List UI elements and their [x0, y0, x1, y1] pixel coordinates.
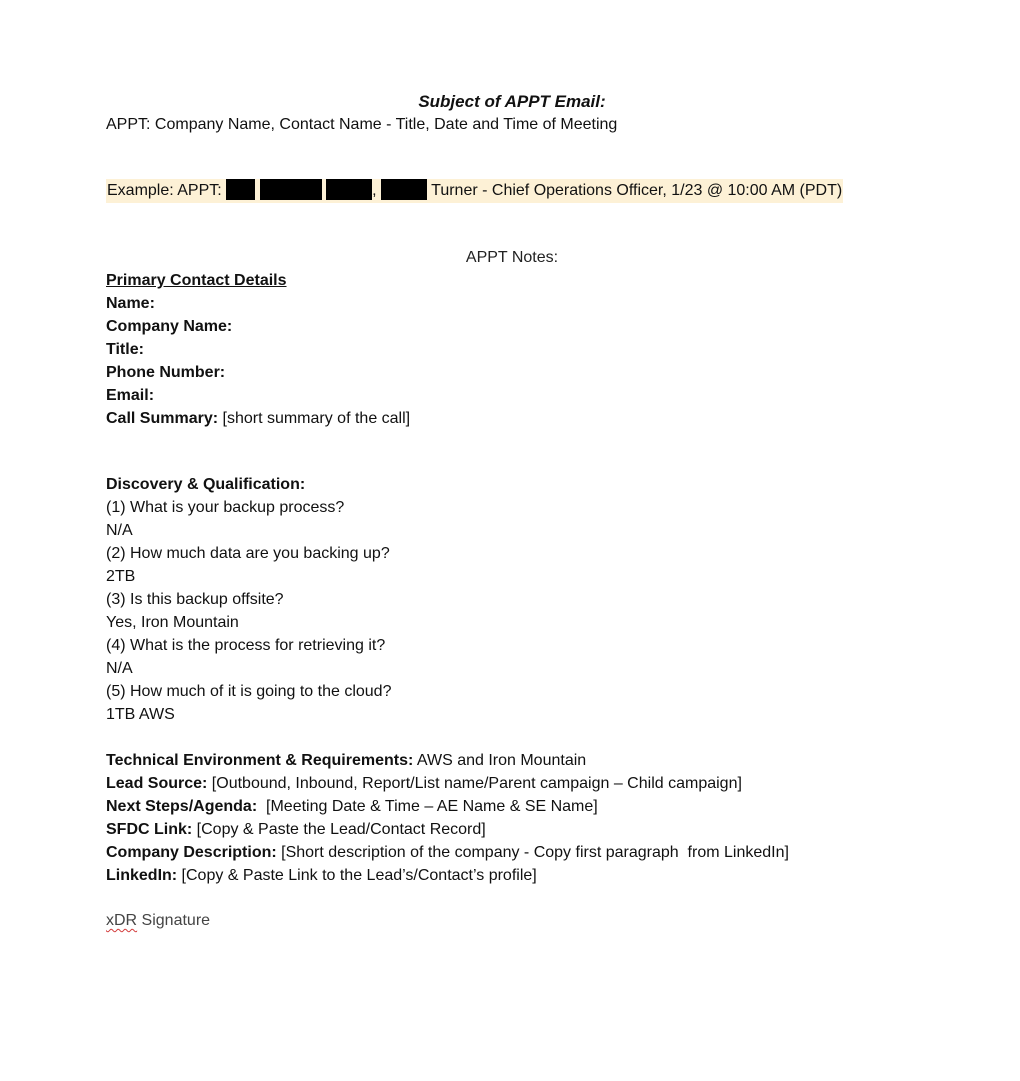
- discovery-answer: Yes, Iron Mountain: [106, 614, 239, 631]
- primary-contact-heading: Primary Contact Details: [106, 272, 287, 289]
- tech-environment-label: Technical Environment & Requirements:: [106, 752, 414, 769]
- discovery-question: (2) How much data are you backing up?: [106, 545, 390, 562]
- redaction-box: [381, 179, 427, 200]
- next-steps-label: Next Steps/Agenda:: [106, 798, 258, 815]
- next-steps-line: [106, 795, 918, 818]
- example-highlight: [106, 179, 843, 203]
- discovery-answer: N/A: [106, 522, 133, 539]
- call-summary-line: [106, 407, 918, 430]
- company-description-label: Company Description:: [106, 844, 277, 861]
- notes-title: APPT Notes:: [465, 249, 559, 266]
- redaction-box: [260, 179, 322, 200]
- tech-environment-value: AWS and Iron Mountain: [413, 752, 587, 769]
- document-body: [106, 90, 918, 932]
- lead-source-label: Lead Source:: [106, 775, 208, 792]
- lead-source-line: [106, 772, 918, 795]
- linkedin-label: LinkedIn:: [106, 867, 178, 884]
- company-name-label: Company Name:: [106, 318, 233, 335]
- signature-line: [106, 909, 918, 932]
- redaction-box: [226, 179, 255, 200]
- discovery-question: (1) What is your backup process?: [106, 499, 345, 516]
- phone-number-label: Phone Number:: [106, 364, 226, 381]
- discovery-question: (3) Is this backup offsite?: [106, 591, 284, 608]
- call-summary-label: Call Summary:: [106, 410, 219, 427]
- linkedin-line: [106, 864, 918, 887]
- call-summary-value: [short summary of the call]: [218, 410, 411, 427]
- discovery-question: (5) How much of it is going to the cloud?: [106, 683, 392, 700]
- example-line: [106, 179, 918, 203]
- example-comma: ,: [372, 182, 377, 199]
- signature-prefix: xDR: [106, 912, 138, 929]
- discovery-heading: Discovery & Qualification:: [106, 476, 306, 493]
- name-label: Name:: [106, 295, 155, 312]
- company-description-value: [Short description of the company - Copy first paragraph from LinkedIn]: [276, 844, 789, 861]
- next-steps-value: [Meeting Date & Time – AE Name & SE Name]: [257, 798, 598, 815]
- sfdc-link-line: [106, 818, 918, 841]
- redaction-box: [326, 179, 372, 200]
- email-label: Email:: [106, 387, 155, 404]
- tech-environment-line: [106, 749, 918, 772]
- sfdc-link-value: [Copy & Paste the Lead/Contact Record]: [192, 821, 486, 838]
- example-suffix: Turner - Chief Operations Officer, 1/23 @ 10:00 AM (PDT): [431, 182, 843, 199]
- title-label: Title:: [106, 341, 144, 358]
- sfdc-link-label: SFDC Link:: [106, 821, 193, 838]
- company-description-line: [106, 841, 918, 864]
- signature-rest: Signature: [137, 912, 211, 929]
- discovery-answer: 2TB: [106, 568, 136, 585]
- discovery-question: (4) What is the process for retrieving it?: [106, 637, 386, 654]
- linkedin-value: [Copy & Paste Link to the Lead’s/Contact’s profile]: [177, 867, 537, 884]
- discovery-answer: N/A: [106, 660, 133, 677]
- subject-format: APPT: Company Name, Contact Name - Title, Date and Time of Meeting: [106, 116, 618, 133]
- lead-source-value: [Outbound, Inbound, Report/List name/Parent campaign – Child campaign]: [207, 775, 742, 792]
- example-prefix: Example: APPT:: [107, 182, 222, 199]
- discovery-answer: 1TB AWS: [106, 706, 175, 723]
- subject-heading: Subject of APPT Email:: [418, 92, 606, 111]
